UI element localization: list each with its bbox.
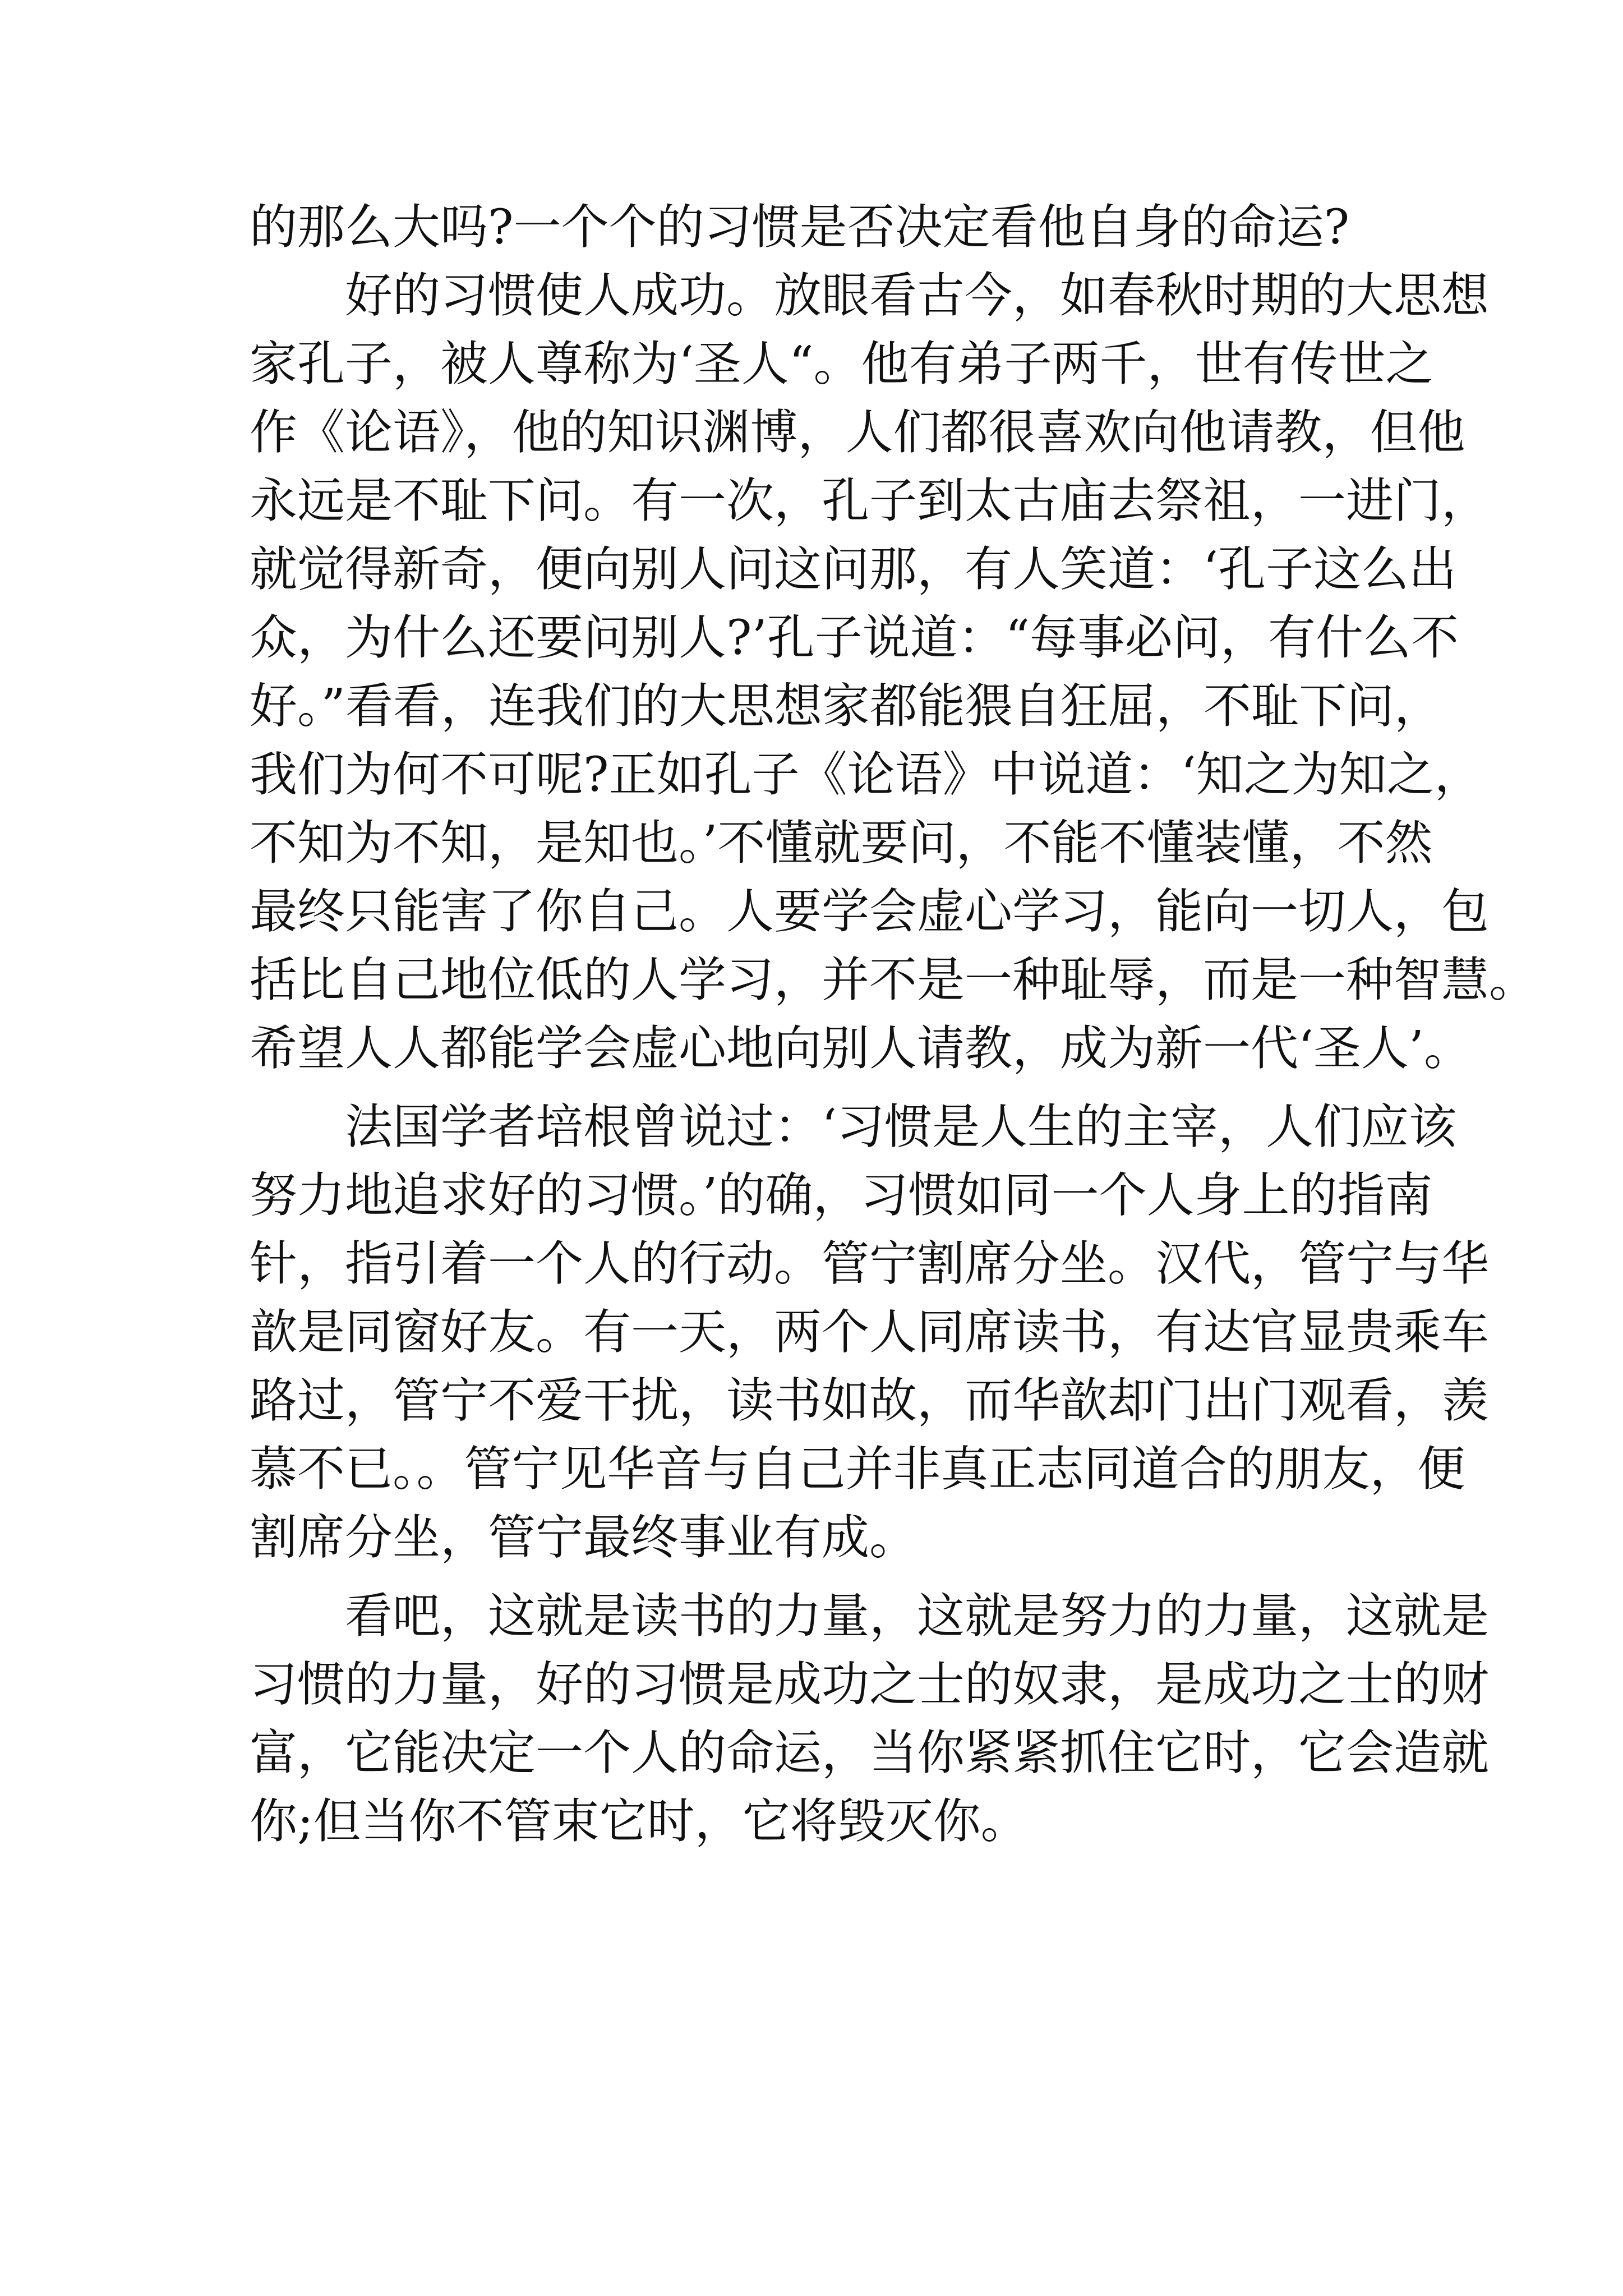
paragraph-gap [250,1572,1394,1582]
paragraph [250,194,1394,262]
text-line: 路过，管宁不爱干扰，读书如故，而华歆却门出门观看，羡 [250,1373,1490,1429]
text-line: 法国学者培根曾说过：‘习惯是人生的主宰，人们应该 [345,1099,1457,1155]
text-line: 努力地追求好的习惯。’的确，习惯如同一个人身上的指南 [250,1168,1433,1223]
text-line: 不知为不知，是知也。’不懂就要问，不能不懂装懂，不然 [250,816,1433,871]
text-line: 永远是不耻下问。有一次，孔子到太古庙去祭祖，一进门， [250,473,1490,529]
text-line: 你;但当你不管束它时，它将毁灭你。 [250,1794,1029,1849]
text-line: 习惯的力量，好的习惯是成功之士的奴隶，是成功之士的财 [250,1657,1490,1713]
text-line: 括比自己地位低的人学习，并不是一种耻辱，而是一种智慧。 [250,953,1537,1008]
document-body [250,194,1537,1856]
paragraph [250,1582,1490,1856]
text-line: 看吧，这就是读书的力量，这就是努力的力量，这就是 [345,1589,1490,1644]
text-line: 家孔子，被人尊称为‘圣人“。他有弟子两千，世有传世之 [250,337,1433,392]
text-line: 的那么大吗?一个个的习惯是否决定看他自身的命运? [250,200,1350,255]
text-line: 我们为何不可呢?正如孔子《论语》中说道：‘知之为知之， [250,747,1482,803]
paragraph [250,1093,1490,1572]
text-line: 富，它能决定一个人的命运，当你紧紧抓住它时，它会造就 [250,1726,1490,1781]
text-line: 好。”看看，连我们的大思想家都能猥自狂屈，不耻下问， [250,679,1442,734]
text-line: 作《论语》，他的知识渊博，人们都很喜欢向他请教，但他 [250,405,1465,461]
paragraph-gap [250,1083,1394,1093]
text-line: 最终只能害了你自己。人要学会虚心学习，能向一切人，包 [250,884,1490,940]
text-line: 就觉得新奇，便向别人问这问那，有人笑道：‘孔子这么出 [250,542,1457,597]
text-line: 针，指引着一个人的行动。管宁割席分坐。汉代，管宁与华 [250,1236,1490,1292]
text-line: 希望人人都能学会虚心地向别人请教，成为新一代‘圣人’。 [250,1021,1472,1076]
text-line: 割席分坐，管宁最终事业有成。 [250,1510,917,1566]
text-line: 众，为什么还要问别人?’孔子说道：“每事必问，有什么不 [250,610,1459,666]
text-line: 慕不已。。管宁见华音与自己并非真正志同道合的朋友，便 [250,1442,1465,1497]
paragraph [250,262,1537,1083]
text-line: 歆是同窗好友。有一天，两个人同席读书，有达官显贵乘车 [250,1305,1490,1360]
text-line: 好的习惯使人成功。放眼看古今，如春秋时期的大思想 [345,268,1490,324]
